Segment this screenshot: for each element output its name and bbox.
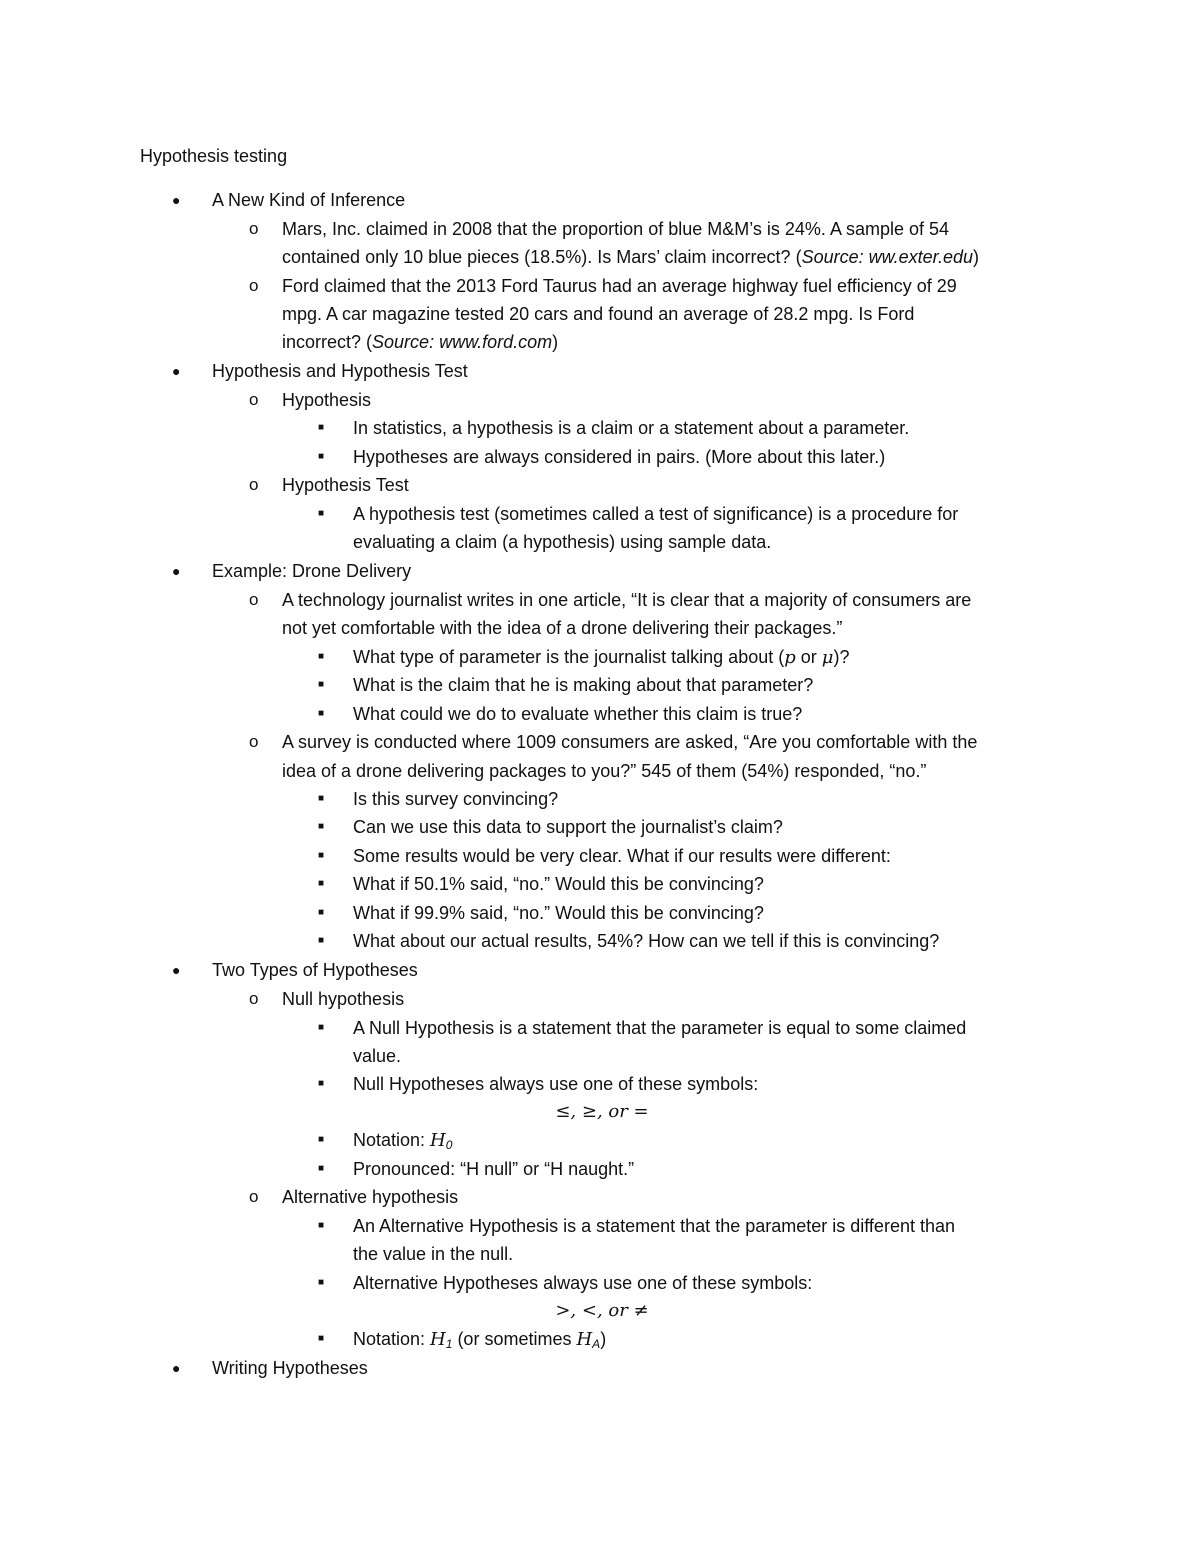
subheading-hypothesis-test: Hypothesis Test <box>282 475 409 495</box>
bullet-square: ■ <box>318 935 325 946</box>
page-title: Hypothesis testing <box>140 146 288 166</box>
bullet-square: ■ <box>318 679 325 690</box>
survey-question-2: Can we use this data to support the journalist’s claim? <box>353 817 783 837</box>
alt-definition-line1: An Alternative Hypothesis is a statement that the parameter is different than <box>353 1216 955 1236</box>
bullet-square: ■ <box>318 508 325 519</box>
subheading-hypothesis: Hypothesis <box>282 390 372 410</box>
section-heading-writing-hypotheses: Writing Hypotheses <box>212 1358 368 1378</box>
question-parameter-type: What type of parameter is the journalist talking about (p or μ)? <box>353 647 850 668</box>
bullet-square: ■ <box>318 878 325 889</box>
subheading-alternative-hypothesis: Alternative hypothesis <box>282 1187 459 1207</box>
survey-question-4: What if 50.1% said, “no.” Would this be convincing? <box>353 874 764 894</box>
bullet-square: ■ <box>318 451 325 462</box>
bullet-square: ■ <box>318 850 325 861</box>
null-symbols: ≤, ≥, or = <box>555 1101 649 1122</box>
section-heading-hypothesis-test: Hypothesis and Hypothesis Test <box>212 361 468 381</box>
bullet-circle: o <box>249 219 259 238</box>
bullet-square: ■ <box>318 1078 325 1089</box>
hypothesis-point-2: Hypotheses are always considered in pairs. (More about this later.) <box>353 447 886 467</box>
bullet-disc: ● <box>172 563 181 579</box>
journalist-text-line1: A technology journalist writes in one article, “It is clear that a majority of consumers are <box>282 590 972 610</box>
null-pronounced: Pronounced: “H null” or “H naught.” <box>353 1159 635 1179</box>
ford-text-line3: incorrect? (Source: www.ford.com) <box>282 332 559 352</box>
ford-text-line2: mpg. A car magazine tested 20 cars and found an average of 28.2 mpg. Is Ford <box>282 304 915 324</box>
bullet-circle: o <box>249 390 259 409</box>
bullet-circle: o <box>249 475 259 494</box>
section-heading-new-inference: A New Kind of Inference <box>212 190 406 210</box>
section-heading-drone-delivery: Example: Drone Delivery <box>212 561 412 581</box>
survey-text-line2: idea of a drone delivering packages to you?” 545 of them (54%) responded, “no.” <box>282 761 927 781</box>
bullet-square: ■ <box>318 1333 325 1344</box>
section-heading-two-types: Two Types of Hypotheses <box>212 960 418 980</box>
bullet-square: ■ <box>318 907 325 918</box>
alt-definition-line2: the value in the null. <box>353 1244 514 1264</box>
bullet-circle: o <box>249 732 259 751</box>
bullet-square: ■ <box>318 1134 325 1145</box>
question-evaluate: What could we do to evaluate whether this claim is true? <box>353 704 803 724</box>
bullet-disc: ● <box>172 1360 181 1376</box>
test-text-line2: evaluating a claim (a hypothesis) using sample data. <box>353 532 772 552</box>
alt-symbols-intro: Alternative Hypotheses always use one of these symbols: <box>353 1273 813 1293</box>
journalist-text-line2: not yet comfortable with the idea of a drone delivering their packages.” <box>282 618 843 638</box>
bullet-circle: o <box>249 276 259 295</box>
bullet-square: ■ <box>318 708 325 719</box>
bullet-circle: o <box>249 1187 259 1206</box>
null-definition-line1: A Null Hypothesis is a statement that the parameter is equal to some claimed <box>353 1018 967 1038</box>
bullet-square: ■ <box>318 821 325 832</box>
null-symbols-intro: Null Hypotheses always use one of these symbols: <box>353 1074 759 1094</box>
survey-question-5: What if 99.9% said, “no.” Would this be convincing? <box>353 903 764 923</box>
test-text-line1: A hypothesis test (sometimes called a test of significance) is a procedure for <box>353 504 959 524</box>
bullet-disc: ● <box>172 363 181 379</box>
bullet-square: ■ <box>318 1220 325 1231</box>
ford-text-line1: Ford claimed that the 2013 Ford Taurus had an average highway fuel efficiency of 29 <box>282 276 957 296</box>
hypothesis-point-1: In statistics, a hypothesis is a claim or a statement about a parameter. <box>353 418 910 438</box>
survey-text-line1: A survey is conducted where 1009 consumers are asked, “Are you comfortable with the <box>282 732 978 752</box>
bullet-disc: ● <box>172 962 181 978</box>
null-definition-line2: value. <box>353 1046 402 1066</box>
survey-question-6: What about our actual results, 54%? How can we tell if this is convincing? <box>353 931 940 951</box>
alt-notation: Notation: $H_1$ (or sometimes $H_A$) <box>353 1329 607 1351</box>
mars-text-line1: Mars, Inc. claimed in 2008 that the proportion of blue M&M’s is 24%. A sample of 54 <box>282 219 950 239</box>
bullet-square: ■ <box>318 651 325 662</box>
mars-text-line2: contained only 10 blue pieces (18.5%). Is Mars’ claim incorrect? (Source: ww.exter.edu) <box>282 247 979 267</box>
bullet-square: ■ <box>318 793 325 804</box>
bullet-circle: o <box>249 590 259 609</box>
question-claim: What is the claim that he is making about that parameter? <box>353 675 814 695</box>
survey-question-3: Some results would be very clear. What if our results were different: <box>353 846 891 866</box>
bullet-square: ■ <box>318 1022 325 1033</box>
bullet-circle: o <box>249 989 259 1008</box>
survey-question-1: Is this survey convincing? <box>353 789 559 809</box>
bullet-square: ■ <box>318 1163 325 1174</box>
bullet-square: ■ <box>318 1277 325 1288</box>
bullet-disc: ● <box>172 192 181 208</box>
bullet-square: ■ <box>318 422 325 433</box>
null-notation: Notation: $H_0$ <box>353 1130 453 1152</box>
alt-symbols: >, <, or ≠ <box>555 1300 649 1321</box>
subheading-null-hypothesis: Null hypothesis <box>282 989 405 1009</box>
